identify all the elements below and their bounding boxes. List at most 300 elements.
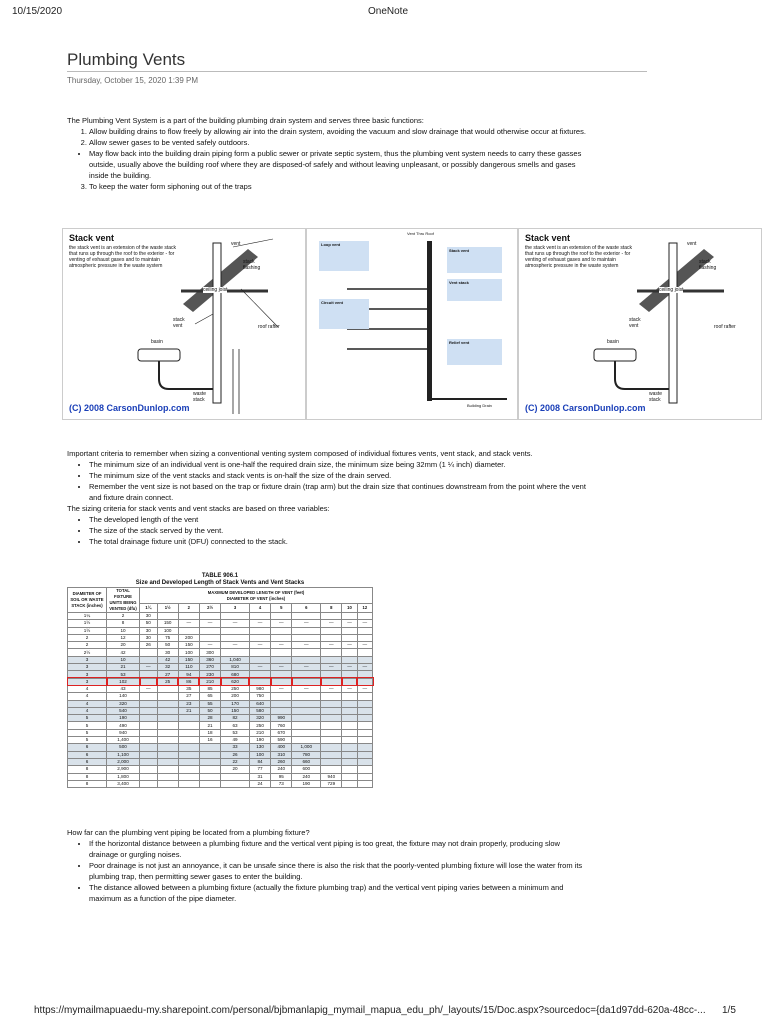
table-cell (357, 700, 372, 707)
ceiling-joist-label: ceiling joist (659, 287, 684, 293)
table-cell: 27 (178, 693, 199, 700)
table-cell (321, 693, 342, 700)
table-cell (178, 737, 199, 744)
table-cell: 4 (68, 707, 107, 714)
table-cell: — (321, 620, 342, 627)
table-cell: 6 (68, 744, 107, 751)
table-cell: 49 (221, 737, 250, 744)
table-cell (292, 627, 321, 634)
table-cell (342, 693, 357, 700)
criteria-section (67, 448, 587, 547)
table-cell: 100 (249, 751, 270, 758)
table-cell: 3 (68, 656, 107, 663)
table-cell (157, 715, 178, 722)
table-cell: 95 (271, 773, 292, 780)
table-cell (249, 678, 270, 685)
table-cell: — (271, 642, 292, 649)
table-cell: — (221, 620, 250, 627)
vent-diameter-header: 8 (321, 604, 342, 613)
table-cell: — (321, 664, 342, 671)
table-cell: — (321, 642, 342, 649)
table-cell: 26 (140, 642, 158, 649)
table-cell (157, 780, 178, 787)
table-cell: 50 (157, 642, 178, 649)
table-cell (357, 722, 372, 729)
table-cell: 1½ (68, 620, 107, 627)
table-cell: 1,800 (107, 773, 140, 780)
table-cell: 580 (249, 707, 270, 714)
table-cell (342, 729, 357, 736)
vent-diameter-header: 1½ (157, 604, 178, 613)
table-row (68, 751, 373, 758)
table-cell: 20 (107, 642, 140, 649)
table-cell: 5 (68, 722, 107, 729)
table-cell (140, 729, 158, 736)
table-cell (249, 656, 270, 663)
table-cell (357, 627, 372, 634)
table-cell: — (249, 664, 270, 671)
ceiling-joist-label: ceiling joist (203, 287, 228, 293)
functions-list (67, 126, 587, 148)
table-cell: 22 (221, 758, 250, 765)
table-cell (157, 693, 178, 700)
table-cell: 3 (68, 671, 107, 678)
table-cell: 940 (321, 773, 342, 780)
table-title: TABLE 906.1 (201, 573, 239, 579)
table-cell (249, 671, 270, 678)
stack-vent-label: stack vent (173, 317, 185, 329)
table-cell: 240 (292, 773, 321, 780)
table-cell (140, 766, 158, 773)
table-cell: 5 (68, 715, 107, 722)
table-cell: 620 (221, 678, 250, 685)
table-cell (178, 722, 199, 729)
vent-stack-label: Vent stack (449, 280, 469, 285)
table-cell (357, 766, 372, 773)
table-cell: 8 (68, 766, 107, 773)
stack-vent-figure-left (62, 228, 306, 420)
table-cell: 75 (157, 634, 178, 641)
building-drain-label: Building Drain (467, 403, 492, 408)
table-cell: 100 (157, 627, 178, 634)
variable-item: • The developed length of the vent (89, 514, 587, 525)
table-row (68, 627, 373, 634)
table-cell: 18 (199, 729, 220, 736)
table-cell: 35 (178, 685, 199, 692)
table-cell: 55 (199, 700, 220, 707)
table-cell: — (357, 620, 372, 627)
table-cell: 2,000 (107, 758, 140, 765)
table-cell (140, 780, 158, 787)
table-cell: 4 (68, 685, 107, 692)
table-row (68, 744, 373, 751)
table-row (68, 766, 373, 773)
footer-url[interactable]: https://mymailmapuaedu-my.sharepoint.com/personal/bjbmanlapig_mymail_mapua_edu_ph/_layouts/15/Doc.aspx?sourcedoc={da1d97dd-620a-48cc-... (34, 1005, 706, 1016)
criteria-item: • Remember the vent size is not based on the trap or fixture drain (trap arm) but the drain size that continues downstream from the point where the vent and fixture drain connect. (89, 481, 587, 503)
table-row (68, 671, 373, 678)
table-cell (357, 649, 372, 656)
table-cell (140, 671, 158, 678)
table-cell: 30 (157, 649, 178, 656)
table-cell (140, 722, 158, 729)
table-cell: — (221, 642, 250, 649)
table-cell: 102 (107, 678, 140, 685)
table-cell (249, 634, 270, 641)
table-cell: 310 (271, 751, 292, 758)
table-row (68, 642, 373, 649)
table-cell (199, 758, 220, 765)
table-cell (357, 678, 372, 685)
table-cell (157, 766, 178, 773)
distance-item: • The distance allowed between a plumbing fixture (actually the fixture plumbing trap) and the vertical vent piping varies between a minimum and maximum as a function of the pipe diameter. (89, 882, 587, 904)
table-row (68, 685, 373, 692)
vent-diameter-header: 2 (178, 604, 199, 613)
table-cell: 24 (249, 780, 270, 787)
distance-question: How far can the plumbing vent piping be located from a plumbing fixture? (67, 828, 310, 837)
basin-label: basin (607, 339, 619, 345)
table-cell (342, 758, 357, 765)
table-cell (342, 766, 357, 773)
table-cell (321, 758, 342, 765)
table-cell: 190 (249, 737, 270, 744)
figure-description: the stack vent is an extension of the waste stack that runs up through the roof to the exterior - for venting of exhaust gases and to maintain atmospheric pressure in the waste system (525, 245, 633, 269)
table-cell: — (199, 620, 220, 627)
vent-table (67, 587, 373, 788)
table-cell: 150 (178, 642, 199, 649)
table-cell (357, 693, 372, 700)
table-cell (357, 715, 372, 722)
table-cell: — (292, 664, 321, 671)
table-row (68, 780, 373, 787)
variable-item: • The size of the stack served by the vent. (89, 525, 587, 536)
table-cell: — (178, 620, 199, 627)
table-cell (321, 627, 342, 634)
table-cell: — (199, 642, 220, 649)
table-cell: 8 (107, 620, 140, 627)
table-row (68, 773, 373, 780)
table-cell: 23 (178, 700, 199, 707)
table-cell (178, 773, 199, 780)
table-cell: 1,000 (292, 744, 321, 751)
table-cell (221, 634, 250, 641)
table-cell (157, 758, 178, 765)
table-cell (199, 744, 220, 751)
table-cell: 300 (199, 649, 220, 656)
table-cell: — (292, 620, 321, 627)
table-cell (271, 634, 292, 641)
table-row (68, 678, 373, 685)
table-cell: 150 (221, 707, 250, 714)
figure-strip (62, 228, 762, 418)
vent-diameter-header: 2½ (199, 604, 220, 613)
table-cell: 150 (178, 656, 199, 663)
table-cell: 680 (221, 671, 250, 678)
variables-list (67, 514, 587, 547)
vent-diameter-header: 4 (249, 604, 270, 613)
table-cell: 940 (107, 729, 140, 736)
table-cell (292, 693, 321, 700)
distance-section (67, 827, 587, 904)
page-created-date: Thursday, October 15, 2020 1:39 PM (67, 76, 199, 85)
table-cell: 190 (107, 715, 140, 722)
figure-title: Stack vent (525, 233, 571, 243)
table-cell: — (342, 664, 357, 671)
table-cell (321, 744, 342, 751)
table-cell (271, 693, 292, 700)
table-row (68, 715, 373, 722)
table-cell (249, 613, 270, 620)
table-cell: 590 (271, 737, 292, 744)
table-cell (157, 744, 178, 751)
table-cell: 42 (107, 649, 140, 656)
footer-page-number: 1/5 (722, 1005, 736, 1016)
table-cell (292, 649, 321, 656)
table-cell: 16 (199, 737, 220, 744)
table-cell: 3,400 (107, 780, 140, 787)
table-cell (292, 656, 321, 663)
waste-stack-label: waste stack (193, 391, 207, 403)
table-cell (221, 627, 250, 634)
table-cell: — (342, 685, 357, 692)
figure-title: Stack vent (69, 233, 115, 243)
table-row (68, 737, 373, 744)
table-cell (140, 649, 158, 656)
table-cell (321, 649, 342, 656)
circuit-vent-label: Circuit vent (321, 300, 344, 305)
distance-item: • If the horizontal distance between a plumbing fixture and the vertical vent piping is too great, the fixture may not drain properly, producing slow drainage or gurgling noises. (89, 838, 587, 860)
table-cell (292, 715, 321, 722)
table-cell: 84 (249, 758, 270, 765)
table-cell: — (357, 642, 372, 649)
table-cell: 150 (157, 620, 178, 627)
figure-description: the stack vent is an extension of the waste stack that runs up through the roof to the exterior - for venting of exhaust gases and to maintain atmospheric pressure in the waste system (69, 245, 177, 269)
table-cell: 10 (107, 627, 140, 634)
table-cell: 53 (107, 671, 140, 678)
table-cell (199, 634, 220, 641)
table-cell (321, 729, 342, 736)
table-cell: — (249, 620, 270, 627)
vent-diameter-header: 12 (357, 604, 372, 613)
table-cell (342, 773, 357, 780)
table-row (68, 707, 373, 714)
table-cell (342, 678, 357, 685)
title-divider (67, 71, 647, 72)
table-cell: 94 (178, 671, 199, 678)
table-cell: 210 (199, 678, 220, 685)
criteria-item: • The minimum size of the vent stacks and stack vents is on-half the size of the drain served. (89, 470, 587, 481)
table-cell: 540 (107, 707, 140, 714)
vent-label: vent (231, 241, 241, 247)
table-cell (342, 707, 357, 714)
function-bullet: • May flow back into the building drain piping form a public sewer or private septic system, thus the plumbing vent system needs to carry these gasses outside, usually above the building roof where they are disposed-of safely and without leaving unpleasant, or possibly dangerous smells and gases inside the building. (89, 148, 587, 181)
table-cell (357, 729, 372, 736)
table-cell: 31 (249, 773, 270, 780)
table-cell: — (249, 642, 270, 649)
table-cell: — (292, 685, 321, 692)
roof-rafter-label: roof rafter (258, 324, 280, 330)
table-cell: 77 (249, 766, 270, 773)
table-cell (178, 729, 199, 736)
table-row (68, 722, 373, 729)
table-cell: 30 (140, 627, 158, 634)
sizing-intro: The sizing criteria for stack vents and vent stacks are based on three variables: (67, 504, 330, 513)
table-row (68, 634, 373, 641)
table-cell (199, 613, 220, 620)
table-cell: 250 (249, 722, 270, 729)
table-cell: 27 (157, 671, 178, 678)
table-row (68, 613, 373, 620)
table-cell: 73 (271, 780, 292, 787)
table-cell (140, 737, 158, 744)
copyright-text: (C) 2008 CarsonDunlop.com (525, 403, 646, 413)
col-header-max-length: MAXIMUM DEVELOPED LENGTH OF VENT (feet) DIAMETER OF VENT (inches) (140, 588, 373, 604)
table-cell: 750 (249, 693, 270, 700)
table-cell: 130 (249, 744, 270, 751)
table-cell (199, 780, 220, 787)
table-cell: 260 (271, 758, 292, 765)
table-cell: 3 (68, 664, 107, 671)
function-item: 3. To keep the water form siphoning out of the traps (89, 181, 587, 192)
table-cell: 170 (221, 700, 250, 707)
table-cell: 670 (271, 729, 292, 736)
function-item: 1. Allow building drains to flow freely by allowing air into the drain system, avoiding the vacuum and slow drainage that would otherwise occur at fixtures. (89, 126, 587, 137)
table-cell: 2 (68, 634, 107, 641)
table-cell: 729 (321, 780, 342, 787)
col-header-diameter: DIAMETER OF SOIL OR WASTE STACK (inches) (68, 588, 107, 613)
distance-list (67, 838, 587, 904)
table-cell (342, 613, 357, 620)
table-cell (292, 722, 321, 729)
table-cell (292, 671, 321, 678)
table-cell (342, 634, 357, 641)
table-cell (342, 656, 357, 663)
table-cell: 210 (249, 729, 270, 736)
table-cell: 1½ (68, 627, 107, 634)
table-cell (271, 613, 292, 620)
table-cell: 1¼ (68, 613, 107, 620)
table-cell (271, 627, 292, 634)
waste-stack-label: waste stack (649, 391, 663, 403)
table-cell (157, 613, 178, 620)
table-cell (342, 737, 357, 744)
table-cell (199, 751, 220, 758)
table-cell (342, 751, 357, 758)
stack-vent-figure-right (518, 228, 762, 420)
table-cell: — (342, 642, 357, 649)
table-cell: 2,900 (107, 766, 140, 773)
vent-diameter-header: 3 (221, 604, 250, 613)
table-cell: — (271, 664, 292, 671)
criteria-intro: Important criteria to remember when sizing a conventional venting system composed of individual fixtures vents, vent stack, and stack vents. (67, 449, 533, 458)
table-cell (157, 685, 178, 692)
table-cell: 6 (68, 758, 107, 765)
table-cell: 86 (178, 678, 199, 685)
stack-vent-label: stack vent (629, 317, 641, 329)
table-cell: 600 (292, 766, 321, 773)
relief-vent-label: Relief vent (449, 340, 470, 345)
table-cell: 5 (68, 729, 107, 736)
flashing-label: stack flashing (243, 259, 261, 271)
table-cell (321, 722, 342, 729)
table-cell (199, 627, 220, 634)
table-cell: 140 (107, 693, 140, 700)
vent-types-diagram (307, 229, 517, 419)
roof-rafter-label: roof rafter (714, 324, 736, 330)
table-cell (178, 751, 199, 758)
functions-list-cont (67, 181, 587, 192)
table-cell: — (342, 620, 357, 627)
table-cell (157, 773, 178, 780)
table-cell: 42 (157, 656, 178, 663)
table-cell (357, 634, 372, 641)
table-cell (292, 613, 321, 620)
table-cell (357, 751, 372, 758)
table-cell: 85 (199, 685, 220, 692)
table-row (68, 758, 373, 765)
table-cell (221, 613, 250, 620)
table-cell: 2½ (68, 649, 107, 656)
vent-thru-roof-label: Vent Thru Roof (407, 231, 434, 236)
table-cell (178, 780, 199, 787)
table-row (68, 700, 373, 707)
table-cell: 65 (199, 693, 220, 700)
criteria-list (67, 459, 587, 503)
table-cell (357, 780, 372, 787)
table-cell: 100 (178, 649, 199, 656)
col-header-units: TOTAL FIXTURE UNITS BEING VENTED (dfu) (107, 588, 140, 613)
copyright-text: (C) 2008 CarsonDunlop.com (69, 403, 190, 413)
table-cell: 200 (178, 634, 199, 641)
table-cell (321, 656, 342, 663)
table-cell: 30 (140, 613, 158, 620)
table-cell (321, 613, 342, 620)
table-cell: 660 (292, 758, 321, 765)
table-cell (221, 649, 250, 656)
table-cell (342, 627, 357, 634)
table-cell (157, 737, 178, 744)
table-cell: 2 (68, 642, 107, 649)
table-cell (140, 744, 158, 751)
table-cell: 21 (178, 707, 199, 714)
table-cell (157, 707, 178, 714)
table-cell (249, 627, 270, 634)
table-cell (140, 758, 158, 765)
header-date: 10/15/2020 (12, 6, 63, 17)
table-cell (357, 737, 372, 744)
criteria-item: • The minimum size of an individual vent is one-half the required drain size, the minimum size being 32mm (1 ¼ inch) diameter. (89, 459, 587, 470)
table-cell (271, 671, 292, 678)
table-cell: 12 (107, 634, 140, 641)
table-cell (292, 700, 321, 707)
table-cell: 980 (249, 685, 270, 692)
table-cell (292, 634, 321, 641)
vent-label: vent (687, 241, 697, 247)
table-cell (321, 700, 342, 707)
table-cell (140, 707, 158, 714)
vent-diameter-header: 6 (292, 604, 321, 613)
table-cell: 3 (68, 678, 107, 685)
table-cell (342, 700, 357, 707)
table-cell: — (140, 685, 158, 692)
table-cell (140, 700, 158, 707)
table-cell (292, 707, 321, 714)
table-cell (199, 773, 220, 780)
table-cell: 110 (178, 664, 199, 671)
table-cell: 780 (292, 751, 321, 758)
table-cell (357, 758, 372, 765)
table-cell (157, 729, 178, 736)
table-cell (178, 627, 199, 634)
